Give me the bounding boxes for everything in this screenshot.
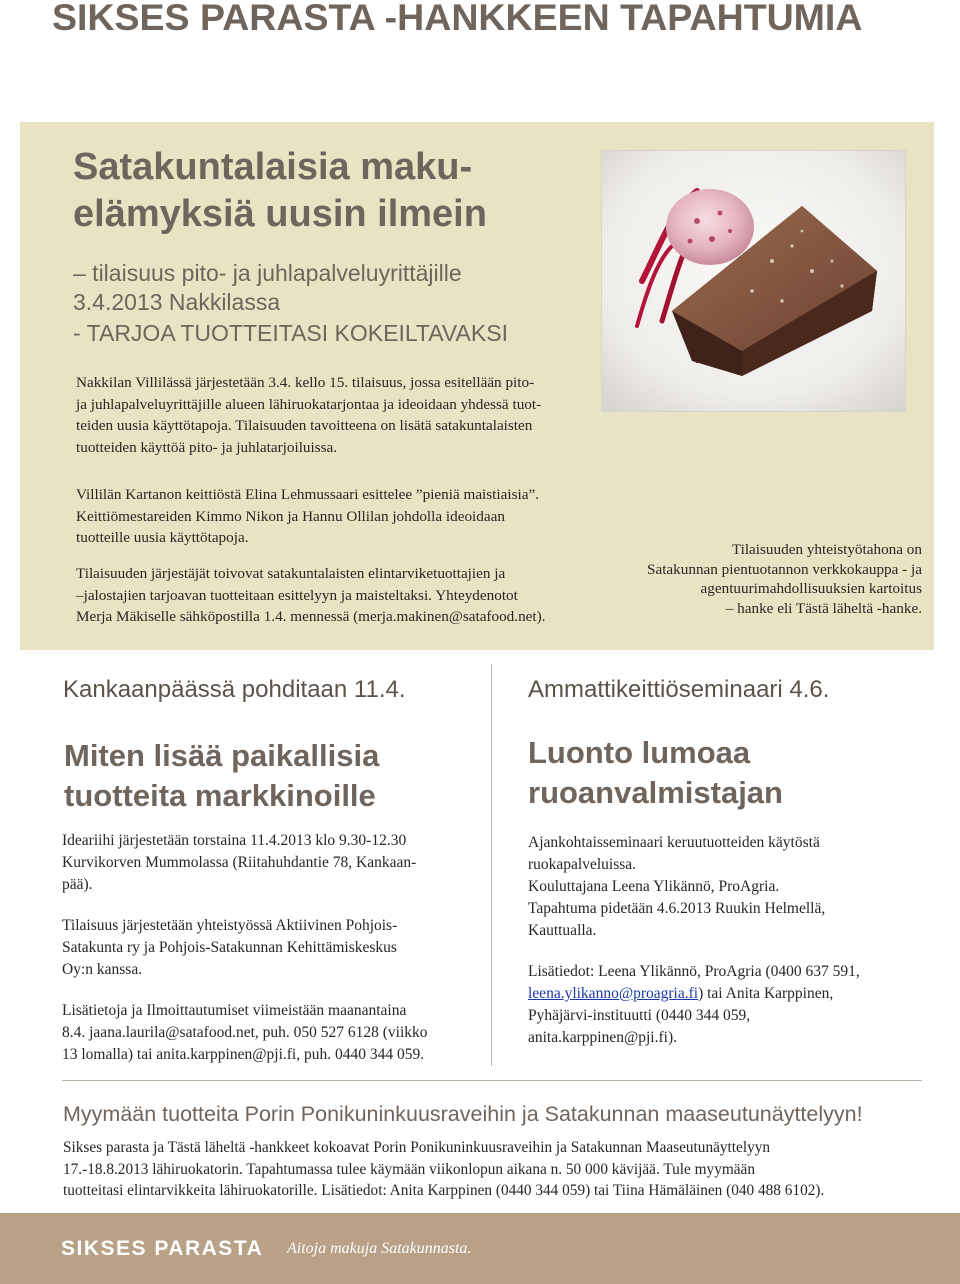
text-line: 8.4. jaana.laurila@satafood.net, puh. 050 527 6128 (viikko: [62, 1024, 428, 1041]
left-paragraph: [62, 830, 482, 896]
text-line: Kurvikorven Mummolassa (Riitahuhdantie 78, Kankaan-: [62, 854, 417, 871]
text-line: 13 lomalla) tai anita.karppinen@pji.fi, puh. 0440 344 059.: [62, 1046, 425, 1063]
feature-subtitle: - TARJOA TUOTTEITASI KOKEILTAVAKSI: [73, 320, 508, 346]
text-line: Lisätietoja ja Ilmoittautumiset viimeistään maanantaina: [62, 1002, 407, 1019]
text-line: Lisätiedot: Leena Ylikännö, ProAgria (0400 637 591,: [528, 963, 860, 980]
text-line: ja juhlapalveluyrittäjille alueen lähiruokatarjontaa ja ideoidaan yhdessä tuot-: [76, 395, 542, 413]
text-line: Keittiömestareiden Kimmo Nikon ja Hannu Ollilan johdolla ideoidaan: [76, 507, 505, 525]
text-line: Sikses parasta ja Tästä läheltä -hankkeet kokoavat Porin Ponikuninkuusraveihin ja Satakunnan Maaseutunäyttelyyn: [63, 1139, 771, 1156]
footer-band: [0, 1213, 960, 1284]
feature-box: [20, 122, 934, 650]
left-paragraph: [62, 915, 482, 981]
text-line: anita.karppinen@pji.fi).: [528, 1029, 677, 1046]
feature-headline: [73, 144, 593, 238]
left-section-kicker: Kankaanpäässä pohditaan 11.4.: [63, 676, 406, 703]
text-line: Satakunnan pientuotannon verkkokauppa - ja: [647, 560, 922, 578]
right-section-kicker: Ammattikeittiöseminaari 4.6.: [528, 676, 830, 703]
feature-headline-line: elämyksiä uusin ilmein: [73, 193, 487, 235]
feature-paragraph: [76, 563, 596, 628]
footer-slogan: Aitoja makuja Satakunnasta.: [287, 1240, 472, 1257]
text-line: teiden uusia käyttötapoja. Tilaisuuden tavoitteena on lisätä satakuntalaisten: [76, 417, 533, 434]
bottom-headline: Myymään tuotteita Porin Ponikuninkuusraveihin ja Satakunnan maaseutunäyttelyyn!: [63, 1102, 863, 1126]
text-line: Kouluttajana Leena Ylikännö, ProAgria.: [528, 878, 780, 895]
feature-sidenote: [622, 540, 922, 618]
text-line: agentuurimahdollisuuksien kartoitus: [700, 580, 922, 597]
feature-headline-line: Satakuntalaisia maku-: [73, 146, 473, 188]
footer-brand-logo: SIKSES PARASTA: [61, 1237, 264, 1260]
text-line: Nakkilan Villilässä järjestetään 3.4. kello 15. tilaisuus, jossa esitellään pito-: [76, 374, 535, 391]
text-line: – hanke eli Tästä läheltä -hanke.: [725, 599, 922, 617]
text-line: Merja Mäkiselle sähköpostilla 1.4. mennessä (merja.makinen@satafood.net).: [76, 608, 546, 625]
right-paragraph: [528, 961, 928, 1049]
text-line: ) tai Anita Karppinen,: [698, 985, 834, 1002]
bottom-paragraph: [63, 1137, 953, 1202]
text-line: pää).: [62, 876, 93, 893]
text-line: Tilaisuus järjestetään yhteistyössä Aktiivinen Pohjois-: [62, 917, 398, 934]
text-line: tuotteiden käyttöä pito- ja juhlatarjoiluissa.: [76, 438, 338, 456]
text-line: Ajankohtaisseminaari keruutuotteiden käytöstä: [528, 834, 820, 851]
feature-intro-paragraph: [76, 372, 596, 458]
text-line: tuotteille uusia käyttötapoja.: [76, 529, 249, 546]
text-line: 17.-18.8.2013 lähiruokatorin. Tapahtumassa tulee käymään viikonlopun aikana n. 50 000 kävijää. Tule myymään: [63, 1160, 755, 1178]
email-link[interactable]: leena.ylikanno@proagria.fi: [528, 985, 699, 1002]
left-paragraph: [62, 1000, 484, 1066]
dessert-photo: [601, 150, 906, 412]
heading-line: tuotteita markkinoille: [64, 778, 376, 813]
feature-subtitle: – tilaisuus pito- ja juhlapalveluyrittäjille: [73, 260, 462, 286]
text-line: tuotteitasi elintarvikkeita lähiruokatorille. Lisätiedot: Anita Karppinen (0440 344 059) tai Tiina Hämäläinen (040 488 6102).: [63, 1182, 825, 1199]
left-section-heading: [64, 736, 474, 816]
section-divider: [62, 1080, 922, 1081]
heading-line: Luonto lumoaa: [528, 735, 751, 770]
text-line: Tilaisuuden yhteistyötahona on: [731, 541, 922, 558]
page-title: SIKSES PARASTA -HANKKEEN TAPAHTUMIA: [52, 0, 863, 38]
right-paragraph: [528, 832, 928, 942]
text-line: Ideariihi järjestetään torstaina 11.4.2013 klo 9.30-12.30: [62, 832, 407, 849]
column-divider: [491, 664, 492, 1066]
text-line: ruokapalveluissa.: [528, 856, 637, 873]
text-line: Kauttualla.: [528, 922, 597, 939]
text-line: Villilän Kartanon keittiöstä Elina Lehmussaari esittelee ”pieniä maistiaisia”.: [76, 486, 539, 503]
feature-subtitle: 3.4.2013 Nakkilassa: [73, 289, 281, 315]
text-line: Tapahtuma pidetään 4.6.2013 Ruukin Helmellä,: [528, 900, 826, 917]
heading-line: Miten lisää paikallisia: [64, 738, 380, 773]
right-section-heading: [528, 733, 928, 813]
dessert-illustration: [602, 151, 905, 411]
text-line: Oy:n kanssa.: [62, 961, 143, 978]
text-line: Pyhäjärvi-instituutti (0440 344 059,: [528, 1007, 751, 1024]
text-line: –jalostajien tarjoavan tuotteitaan esittelyyn ja maisteltaksi. Yhteydenotot: [76, 586, 518, 604]
feature-paragraph: [76, 484, 596, 549]
text-line: Tilaisuuden järjestäjät toivovat satakuntalaisten elintarviketuottajien ja: [76, 565, 506, 582]
heading-line: ruoanvalmistajan: [528, 775, 783, 810]
text-line: Satakunta ry ja Pohjois-Satakunnan Kehittämiskeskus: [62, 939, 397, 956]
